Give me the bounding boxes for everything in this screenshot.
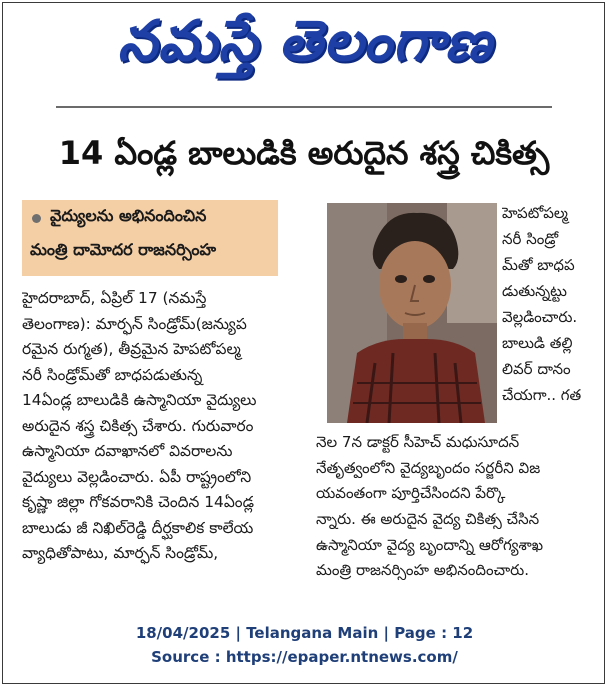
article-line: నరీ సిండ్రో (502, 230, 559, 248)
article-line: నరీ సిండ్రోమ్‌తో బాధపడుతున్న (22, 365, 203, 384)
footer-source: Source : https://epaper.ntnews.com/ (151, 648, 458, 666)
article-line: మ్‌తో బాధప (502, 256, 575, 274)
article-line: ఉస్మానియా దవాఖానలో వివరాలను (22, 442, 233, 460)
article-line: బాలుడు జీ నిఖిల్‌రెడ్డి దీర్ఘకాలిక కాలేయ (22, 518, 254, 537)
bullet-icon (32, 214, 41, 223)
article-line: వ్యాధితోపాటు, మార్ఫన్ సిండ్రోమ్, (22, 544, 219, 562)
footer-date-edition: 18/04/2025 | Telangana Main | Page : 12 (135, 624, 474, 642)
highlight-line-1: వైద్యులను అభినందించిన (50, 206, 207, 225)
article-right-column (502, 200, 588, 408)
article-left-column (22, 286, 284, 567)
article-line: చేయగా.. గత (502, 386, 582, 404)
article-line: కృష్ణా జిల్లా గోకవరానికి చెందిన 14ఏండ్ల (22, 493, 254, 511)
article-line: అరుదైన శస్త్ర చికిత్స చేశారు. గురువారం (22, 416, 254, 435)
article-line: ఉస్మానియా వైద్య బృందాన్ని ఆరోగ్యశాఖ (316, 535, 544, 554)
article-line: లివర్ దానం (502, 360, 571, 378)
article-line: హైదరాబాద్, ఏప్రిల్ 17 (నమస్తే (22, 289, 207, 307)
highlight-line-2: మంత్రి దామోదర రాజనర్సింహ (30, 240, 217, 259)
masthead (60, 8, 550, 88)
article-line: హెపటోపల్మ (502, 204, 568, 222)
article-line: నేతృత్వంలోని వైద్యబృందం సర్జరీని విజ (316, 458, 541, 477)
article-line: న్నారు. ఈ అరుదైన వైద్య చికిత్స చేసిన (316, 510, 540, 529)
article-line: బాలుడి తల్లి (502, 334, 573, 352)
article-line: నెల 7న డాక్టర్ సీహెచ్ మధుసూదన్ (316, 433, 520, 451)
article-line: మంత్రి రాజనర్సింహ అభినందించారు. (316, 561, 530, 580)
highlight-box (22, 200, 278, 276)
article-headline: 14 ఏండ్ల బాలుడికి అరుదైన శస్త్ర చికిత్స (58, 134, 550, 172)
article-line: 14ఏండ్ల బాలుడికి ఉస్మానియా వైద్యులు (22, 391, 257, 409)
article-line: వైద్యులు వెల్లడించారు. ఏపీ రాష్ట్రంలోని (22, 467, 252, 486)
article-photo (327, 203, 497, 423)
article-line: వెల్లడించారు. (502, 308, 578, 326)
article-wide-column (316, 430, 592, 584)
article-line: యవంతంగా పూర్తిచేసిందని పేర్కొ (316, 484, 506, 503)
masthead-title: నమస్తే తెలంగాణ (117, 8, 493, 74)
article-line: రమైన రుగ్మత), తీవ్రమైన హెపటోపల్మ (22, 340, 241, 358)
masthead-rule (56, 106, 552, 108)
article-line: డుతున్నట్టు (502, 282, 567, 300)
article-line: తెలంగాణ): మార్ఫన్ సిండ్రోమ్(జన్యుప (22, 314, 247, 333)
